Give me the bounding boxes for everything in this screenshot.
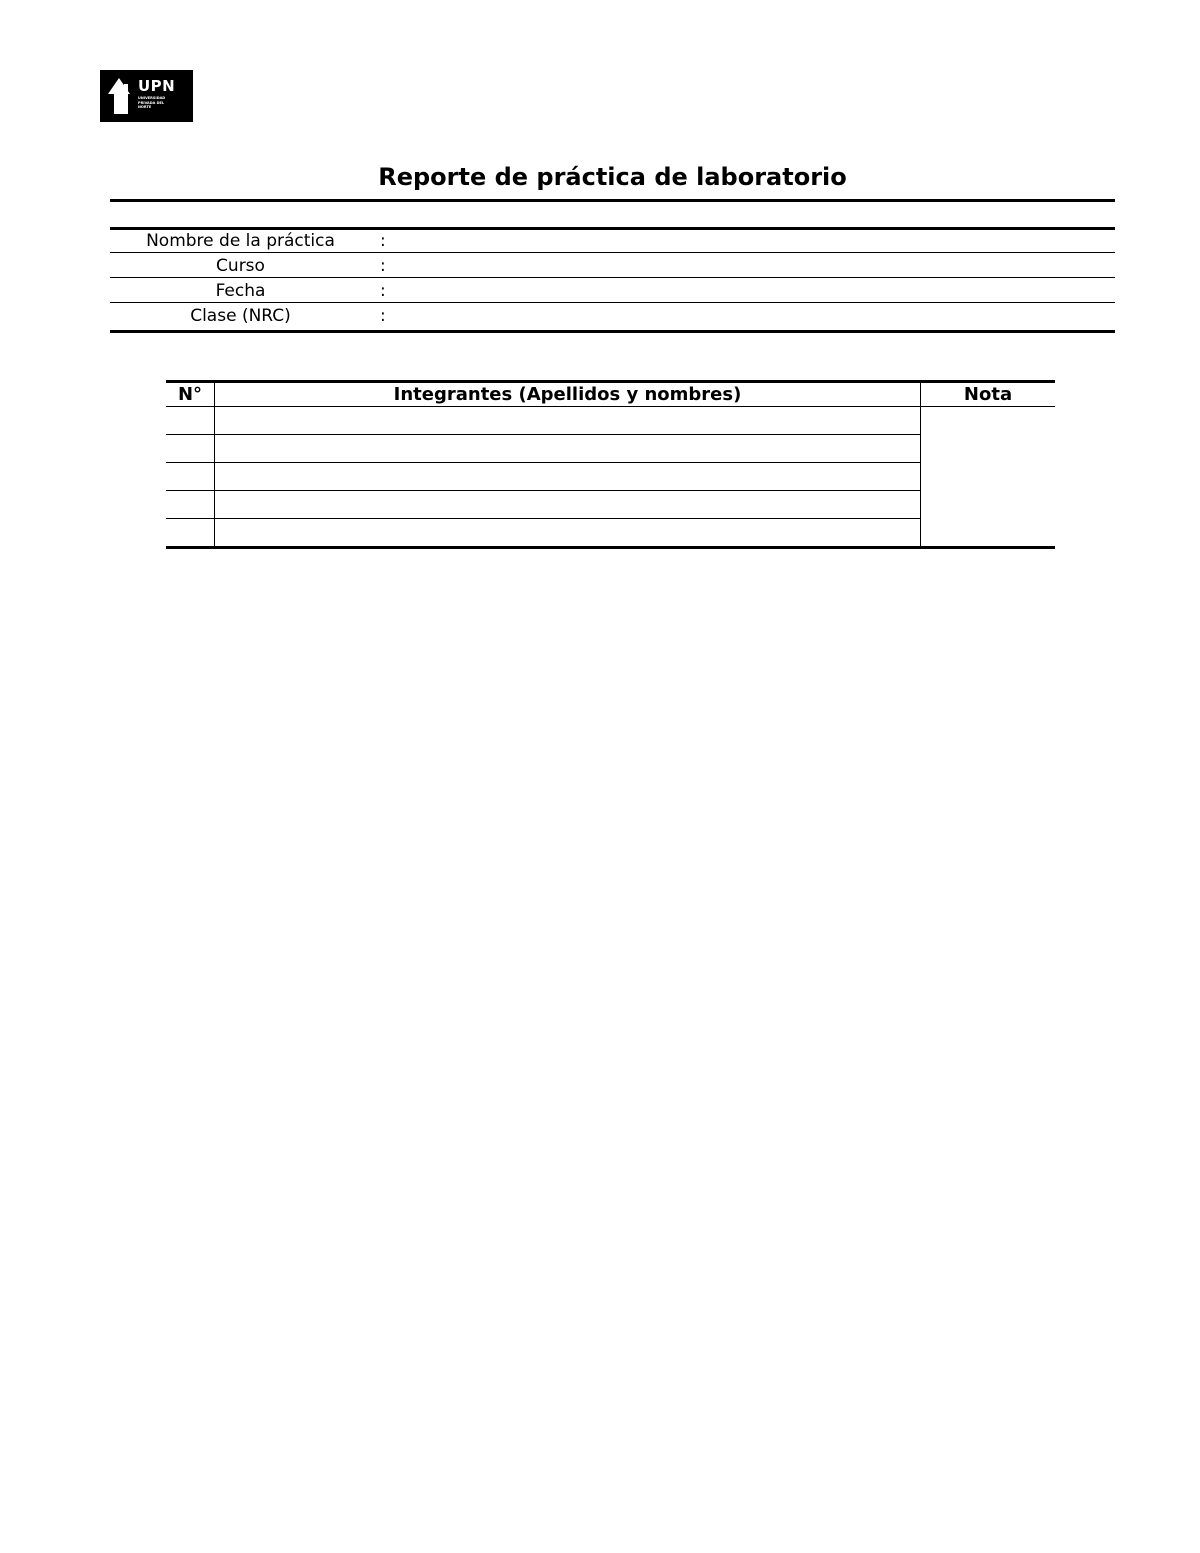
logo-text: UPN	[138, 77, 176, 95]
title-divider	[110, 199, 1115, 202]
row-number-cell[interactable]	[166, 491, 215, 519]
date-label: Fecha	[215, 281, 266, 301]
upn-logo	[100, 70, 193, 122]
info-row-date	[110, 278, 1115, 303]
member-name-cell[interactable]	[215, 491, 921, 519]
logo-subtext: UNIVERSIDAD PRIVADA DEL NORTE	[138, 96, 166, 110]
members-header: Integrantes (Apellidos y nombres)	[215, 382, 921, 407]
class-label: Clase (NRC)	[190, 306, 291, 326]
info-row-course	[110, 253, 1115, 278]
class-colon: :	[380, 306, 386, 326]
page-title: Reporte de práctica de laboratorio	[378, 163, 847, 191]
row-number-cell[interactable]	[166, 519, 215, 548]
member-name-cell[interactable]	[215, 519, 921, 548]
info-row-practice-name	[110, 228, 1115, 253]
row-number-cell[interactable]	[166, 407, 215, 435]
practice-name-colon: :	[380, 231, 386, 251]
grade-header: Nota	[921, 382, 1056, 407]
number-header: N°	[166, 382, 215, 407]
course-colon: :	[380, 256, 386, 276]
info-section	[110, 228, 1115, 327]
info-bottom-border	[110, 330, 1115, 333]
grade-cell[interactable]	[921, 407, 1056, 548]
members-table	[166, 380, 1055, 549]
date-colon: :	[380, 281, 386, 301]
row-number-cell[interactable]	[166, 463, 215, 491]
member-name-cell[interactable]	[215, 435, 921, 463]
member-name-cell[interactable]	[215, 463, 921, 491]
course-label: Curso	[216, 256, 265, 276]
info-row-class	[110, 303, 1115, 327]
member-name-cell[interactable]	[215, 407, 921, 435]
practice-name-label: Nombre de la práctica	[146, 231, 335, 251]
row-number-cell[interactable]	[166, 435, 215, 463]
members-header-row	[166, 382, 1055, 407]
table-row	[166, 407, 1055, 435]
